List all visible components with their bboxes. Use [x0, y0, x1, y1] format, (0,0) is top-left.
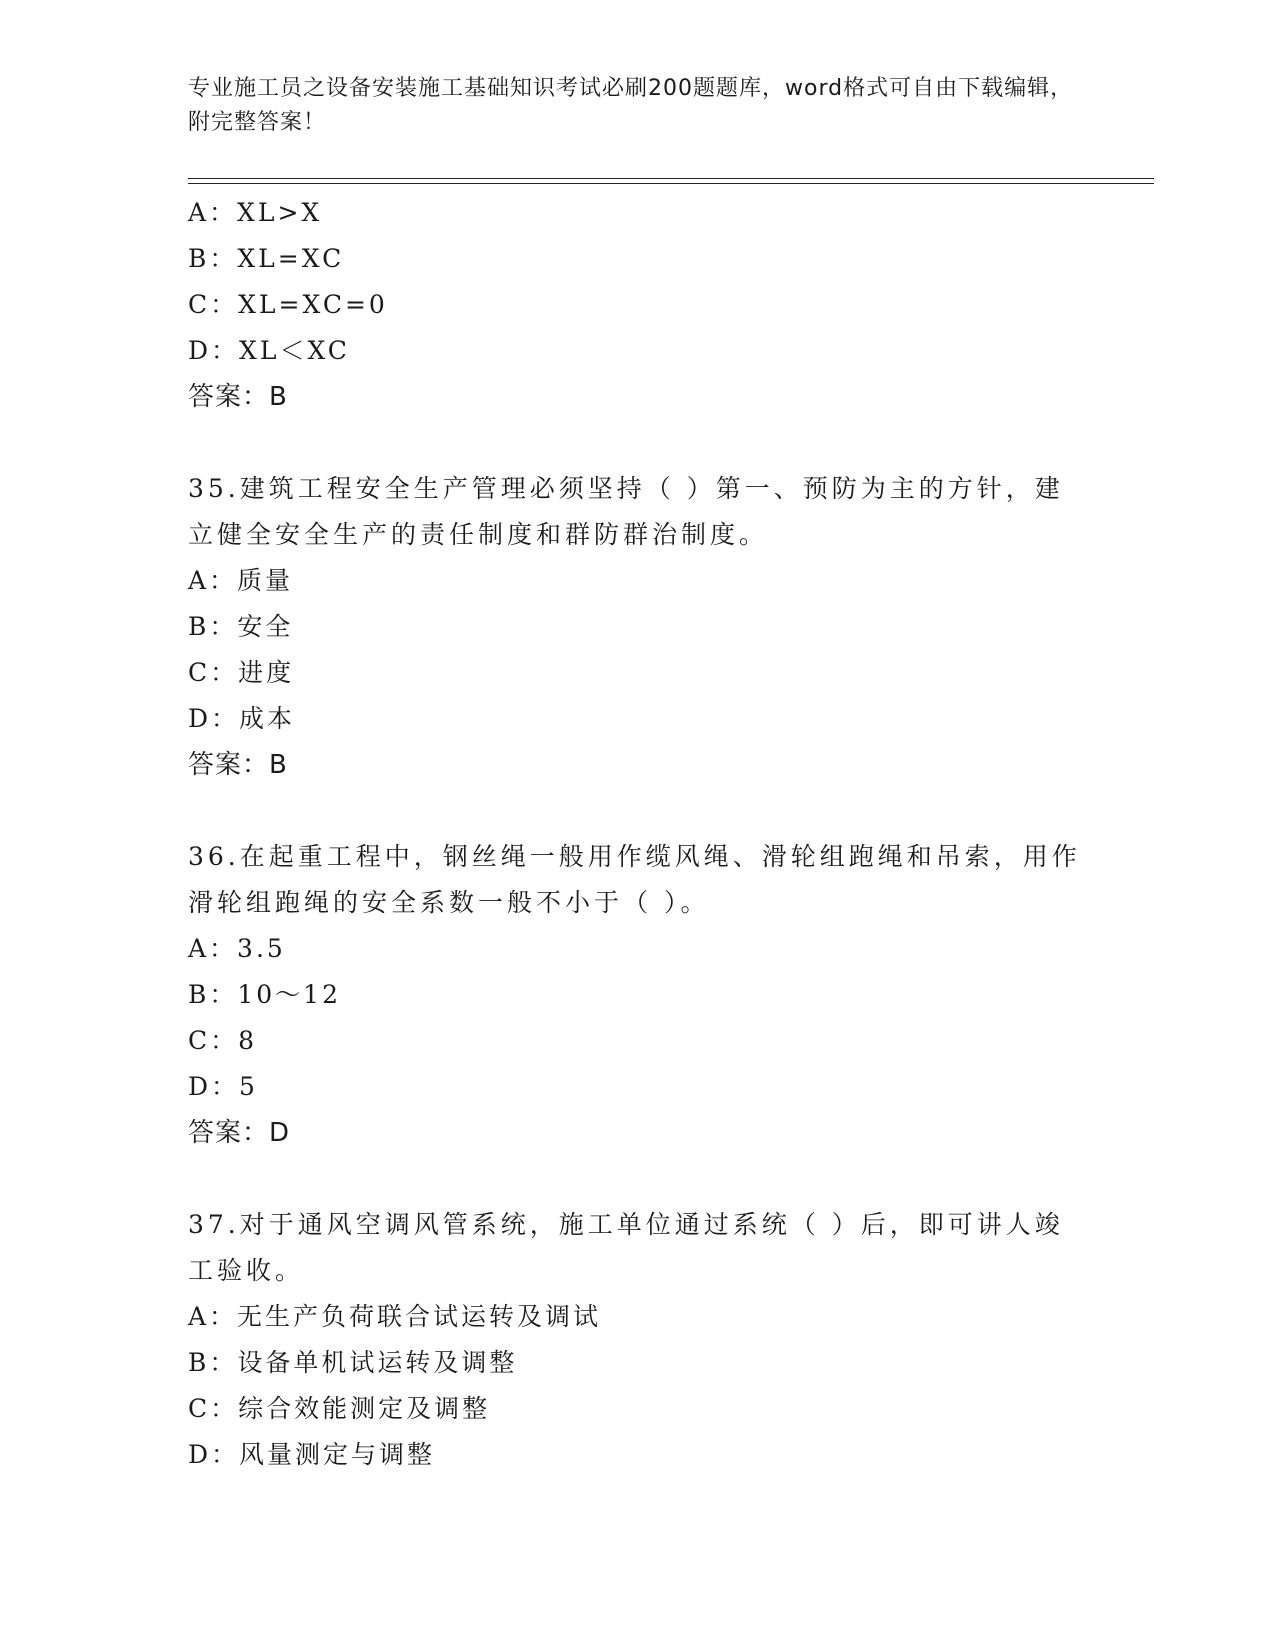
option-b: B：XL=XC [188, 244, 345, 273]
option-d: D：成本 [188, 704, 296, 733]
spacer [188, 1156, 1088, 1202]
question-block-37 [188, 1202, 1088, 1478]
document-body [188, 190, 1088, 1478]
option-b: B：设备单机试运转及调整 [188, 1348, 518, 1377]
option-d: D：5 [188, 1072, 258, 1101]
question-block-35 [188, 466, 1088, 788]
question-text: 36.在起重工程中，钢丝绳一般用作缆风绳、滑轮组跑绳和吊索，用作滑轮组跑绳的安全系数一般不小于（ ）。 [188, 842, 1081, 917]
option-a: A：无生产负荷联合试运转及调试 [188, 1302, 602, 1331]
spacer [188, 788, 1088, 834]
question-text: 35.建筑工程安全生产管理必须坚持（ ）第一、预防为主的方针，建立健全安全生产的责任制度和群防群治制度。 [188, 474, 1064, 549]
option-a: A：质量 [188, 566, 294, 595]
option-c: C：进度 [188, 658, 295, 687]
spacer [188, 420, 1088, 466]
option-d: D：XL＜XC [188, 336, 350, 365]
header-divider [188, 178, 1154, 184]
option-a: A：XL>X [188, 198, 323, 227]
option-c: C：8 [188, 1026, 258, 1055]
option-b: B：安全 [188, 612, 294, 641]
option-a: A：3.5 [188, 934, 286, 963]
answer-label: 答案：D [188, 1118, 291, 1148]
question-text: 37.对于通风空调风管系统，施工单位通过系统（ ）后，即可讲人竣工验收。 [188, 1210, 1064, 1285]
option-c: C：XL=XC=0 [188, 290, 388, 319]
option-d: D：风量测定与调整 [188, 1440, 436, 1469]
question-block-34 [188, 190, 1088, 420]
option-b: B：10～12 [188, 980, 341, 1009]
option-c: C：综合效能测定及调整 [188, 1394, 491, 1423]
document-header: 专业施工员之设备安装施工基础知识考试必刷200题题库，word格式可自由下载编辑，附完整答案！ [188, 76, 1074, 135]
answer-label: 答案：B [188, 750, 288, 780]
question-block-36 [188, 834, 1088, 1156]
answer-label: 答案：B [188, 382, 288, 412]
